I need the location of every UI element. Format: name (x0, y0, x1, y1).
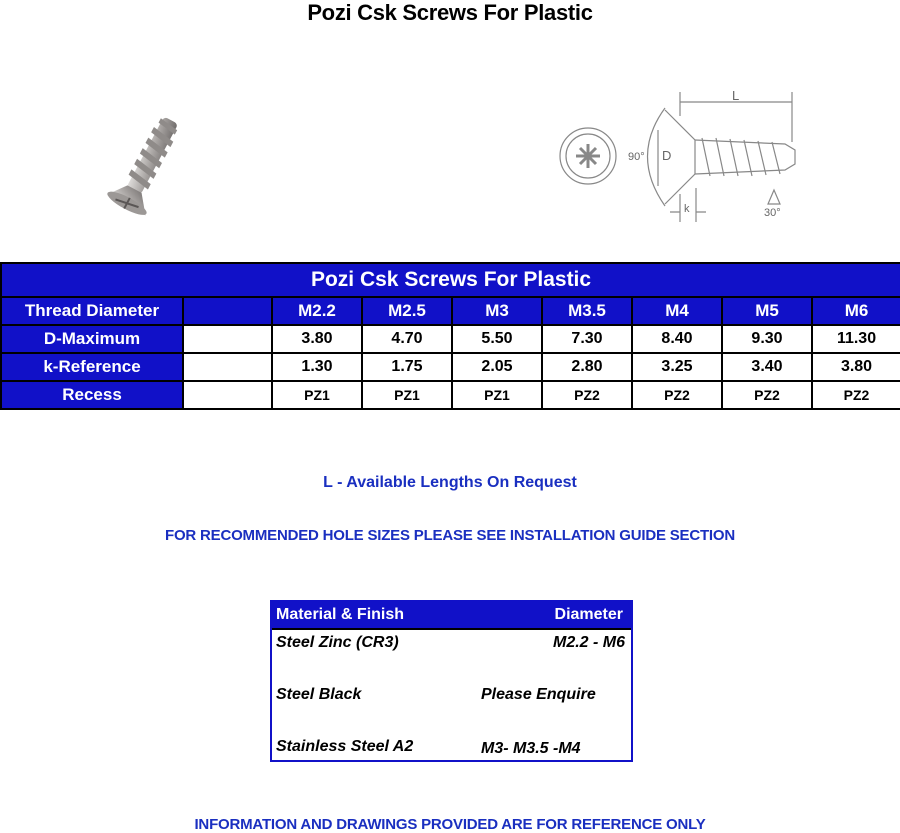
point-angle-label: 30° (764, 207, 781, 219)
hole-sizes-note: FOR RECOMMENDED HOLE SIZES PLEASE SEE INSTALLATION GUIDE SECTION (164, 527, 736, 544)
diameter-label: D (662, 148, 672, 163)
size-cell: M3.5 (542, 297, 632, 325)
value-cell: 1.30 (272, 353, 362, 381)
page-title: Pozi Csk Screws For Plastic (307, 0, 593, 25)
spec-table-title: Pozi Csk Screws For Plastic (1, 263, 900, 297)
value-cell: 3.40 (722, 353, 812, 381)
blank-cell (183, 353, 272, 381)
material-name: Steel Zinc (CR3) (276, 634, 399, 651)
value-cell: 9.30 (722, 325, 812, 353)
size-cell: M5 (722, 297, 812, 325)
thread-diameter-label: Thread Diameter (1, 297, 183, 325)
value-cell: 5.50 (452, 325, 542, 353)
value-cell: 3.80 (272, 325, 362, 353)
material-diameter: Please Enquire (481, 686, 596, 703)
length-label: L (732, 88, 740, 103)
value-cell: PZ1 (452, 381, 542, 409)
value-cell: PZ2 (722, 381, 812, 409)
table-row (1, 353, 900, 381)
material-diameter: M2.2 - M6 (552, 634, 625, 651)
value-cell: PZ2 (812, 381, 900, 409)
size-cell: M2.5 (362, 297, 452, 325)
value-cell: 11.30 (812, 325, 900, 353)
value-cell: 2.05 (452, 353, 542, 381)
table-row (1, 381, 900, 409)
material-header: Material & Finish (276, 606, 405, 623)
material-table (270, 600, 633, 762)
material-table-header (272, 602, 631, 630)
value-cell: 1.75 (362, 353, 452, 381)
head-height-label: k (684, 203, 690, 215)
value-cell: 2.80 (542, 353, 632, 381)
value-cell: PZ1 (272, 381, 362, 409)
blank-cell (183, 381, 272, 409)
lengths-note: L - Available Lengths On Request (323, 474, 577, 491)
value-cell: PZ2 (632, 381, 722, 409)
spec-table (0, 262, 900, 410)
reference-only-note: INFORMATION AND DRAWINGS PROVIDED ARE FOR REFERENCE ONLY (194, 816, 706, 833)
value-cell: PZ1 (362, 381, 452, 409)
value-cell: PZ2 (542, 381, 632, 409)
row-label: k-Reference (1, 353, 183, 381)
material-name: Stainless Steel A2 (276, 738, 414, 755)
value-cell: 4.70 (362, 325, 452, 353)
row-label: D-Maximum (1, 325, 183, 353)
value-cell: 8.40 (632, 325, 722, 353)
screw-photo (95, 100, 205, 220)
diameter-header: Diameter (554, 606, 623, 623)
value-cell: 3.25 (632, 353, 722, 381)
head-angle-label: 90° (628, 151, 645, 163)
size-cell: M6 (812, 297, 900, 325)
row-label: Recess (1, 381, 183, 409)
blank-cell (183, 297, 272, 325)
value-cell: 7.30 (542, 325, 632, 353)
size-cell: M3 (452, 297, 542, 325)
material-diameter: M3- M3.5 -M4 (481, 740, 581, 757)
size-cell: M4 (632, 297, 722, 325)
blank-cell (183, 325, 272, 353)
table-row (1, 325, 900, 353)
screw-technical-drawing (550, 88, 830, 223)
size-cell: M2.2 (272, 297, 362, 325)
value-cell: 3.80 (812, 353, 900, 381)
material-name: Steel Black (276, 686, 362, 703)
